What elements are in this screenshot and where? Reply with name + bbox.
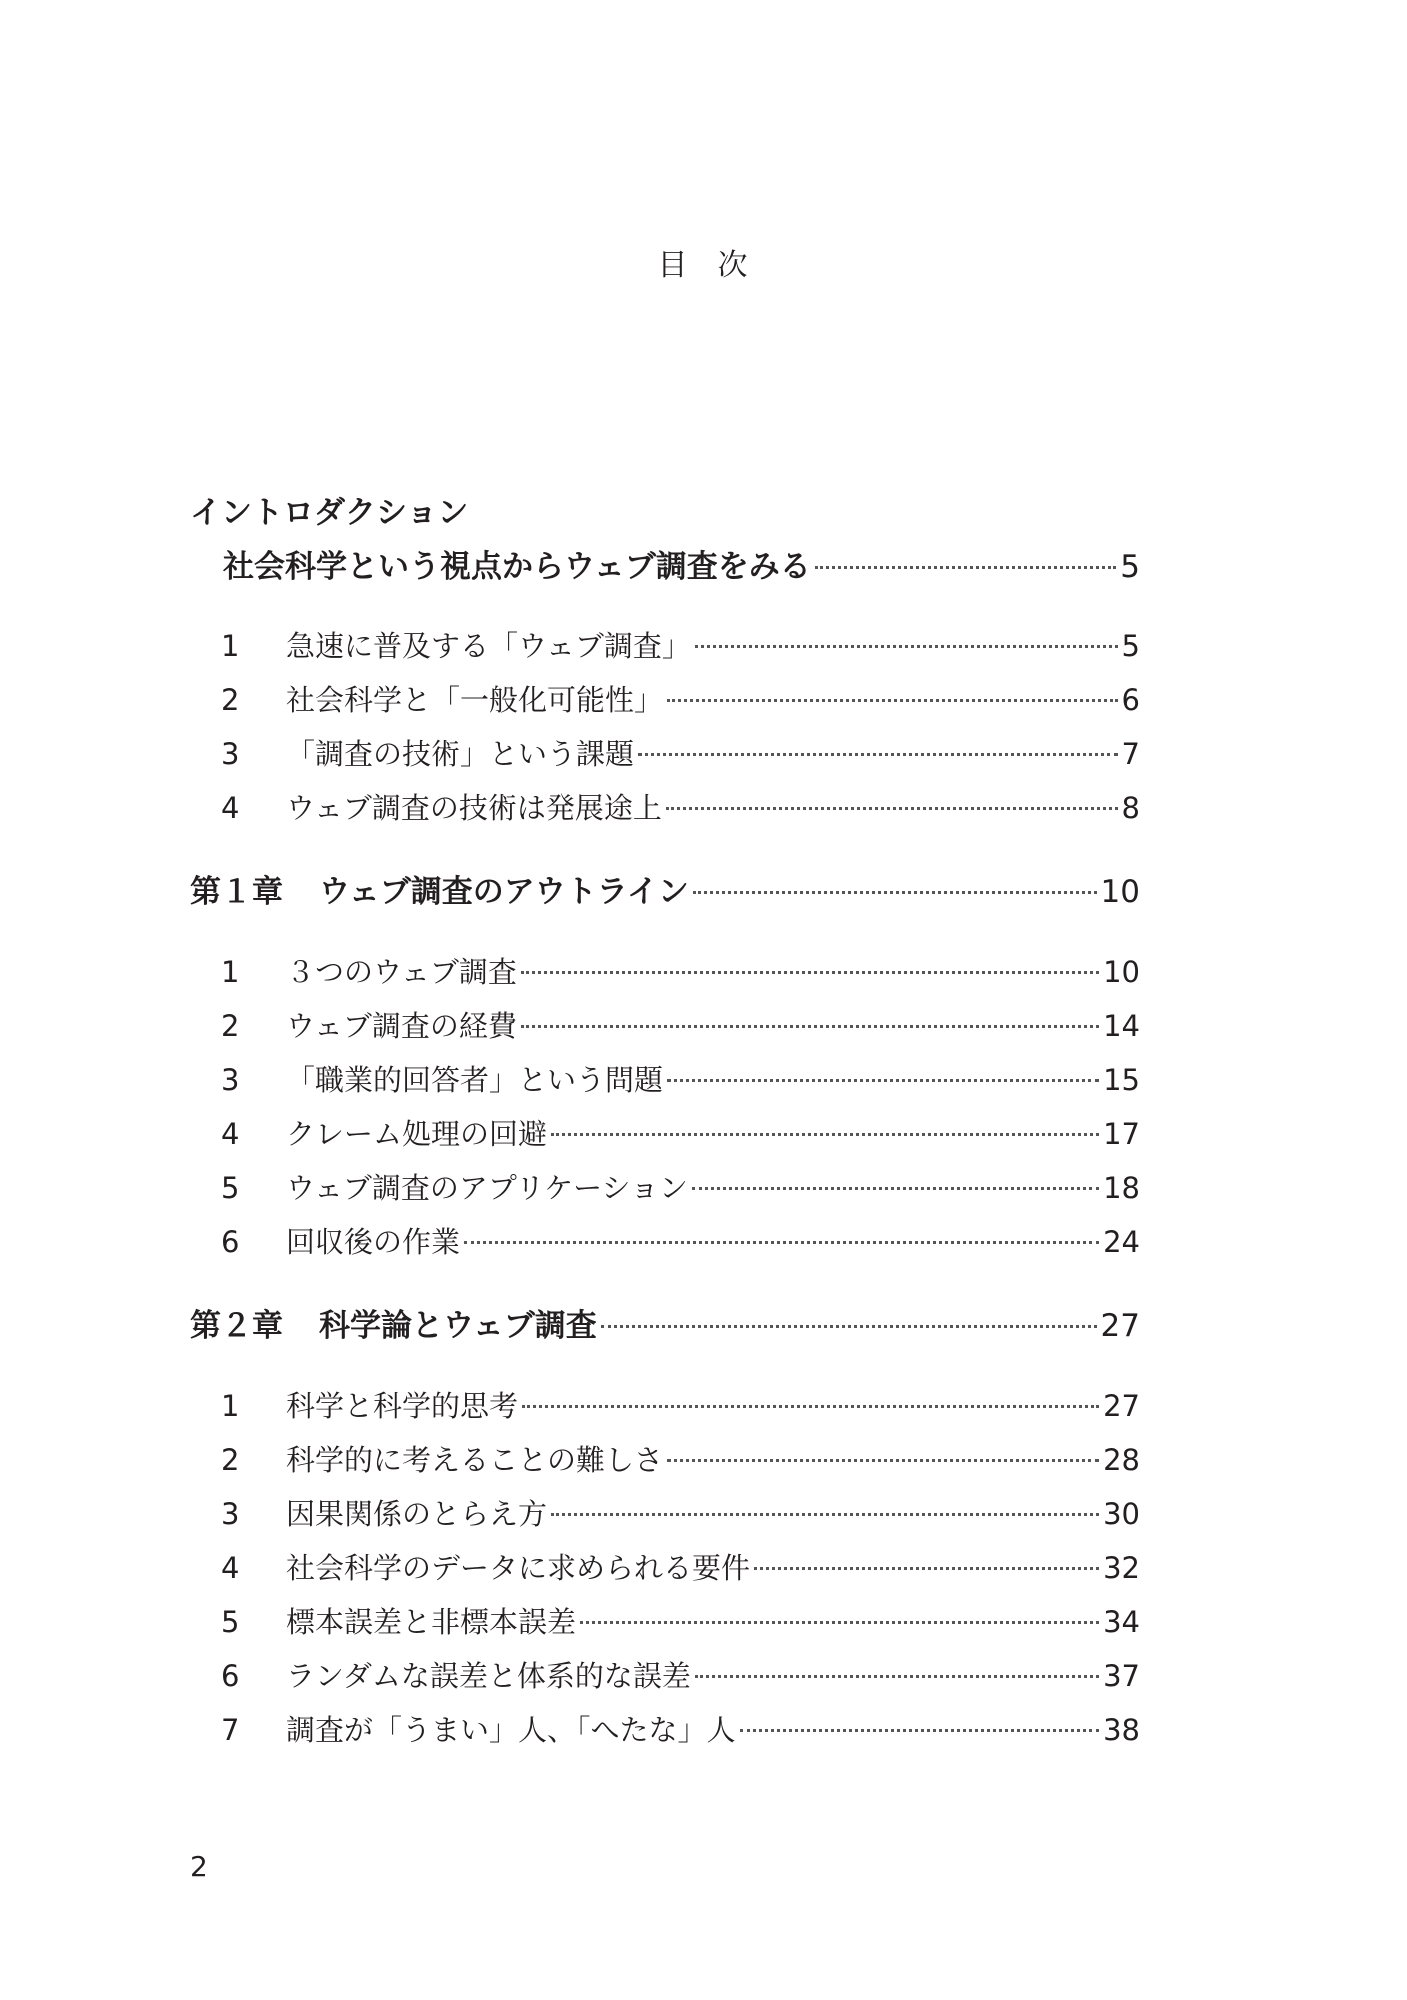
section-number: 7 [221,1713,240,1747]
section-title: 社会科学と「一般化可能性」 [286,683,664,717]
section-number: 2 [221,683,240,717]
dot-leader [638,753,1118,756]
chapter-1-entry[interactable] [190,866,1140,911]
dot-leader [521,1025,1099,1028]
dot-leader [667,699,1118,702]
section-number: 1 [221,629,240,663]
section-number: 6 [221,1225,240,1259]
dot-leader [754,1567,1099,1570]
section-title: ３つのウェブ調査 [286,955,517,989]
page-number: 28 [1103,1443,1140,1477]
section-number: 6 [221,1659,240,1693]
chapter-number: 第１章 [190,874,283,910]
section-number: 4 [221,791,240,825]
section-title: 急速に普及する「ウェブ調査」 [286,629,691,663]
section-number: 4 [221,1551,240,1585]
section-title: 調査が「うまい」人、「へたな」人 [286,1713,736,1747]
page-number: 5 [1121,629,1140,663]
title-char-1: 目 [657,248,690,283]
section-title: ウェブ調査の技術は発展途上 [286,791,662,825]
page-number: 7 [1121,737,1140,771]
section-title: 科学と科学的思考 [286,1389,519,1423]
page-number: 34 [1103,1605,1140,1639]
toc-entry[interactable] [190,1220,1140,1261]
dot-leader [580,1621,1099,1624]
page-number: 15 [1103,1063,1140,1097]
toc-entry[interactable] [190,786,1140,827]
page-number: 6 [1121,683,1140,717]
section-title: 「調査の技術」という課題 [286,737,635,771]
toc-entry[interactable] [190,624,1140,665]
section-number: 3 [221,1497,240,1531]
dot-leader [667,1079,1099,1082]
section-number: 5 [221,1605,240,1639]
section-title: 「職業的回答者」という問題 [286,1063,664,1097]
section-number: 3 [221,737,240,771]
dot-leader [693,891,1097,894]
toc-entry[interactable] [190,1058,1140,1099]
section-title: ウェブ調査の経費 [286,1009,517,1043]
section-number: 1 [221,955,240,989]
dot-leader [740,1729,1100,1732]
dot-leader [551,1133,1099,1136]
introduction-subtitle: 社会科学という視点からウェブ調査をみる [223,549,811,585]
dot-leader [521,971,1099,974]
page-number: 10 [1100,874,1140,910]
page-number: 32 [1103,1551,1140,1585]
toc-entry[interactable] [190,1384,1140,1425]
section-number: 2 [221,1009,240,1043]
toc-entry[interactable] [190,1600,1140,1641]
introduction-heading: イントロダクション [190,495,469,531]
page-number: 10 [1103,955,1140,989]
introduction-subtitle-entry[interactable] [190,541,1140,586]
toc-entry[interactable] [190,1546,1140,1587]
page-number: 24 [1103,1225,1140,1259]
dot-leader [666,807,1118,810]
dot-leader [667,1459,1099,1462]
chapter-title: 科学論とウェブ調査 [319,1308,597,1344]
page-number: 5 [1120,549,1140,585]
page-number: 14 [1103,1009,1140,1043]
section-title: 科学的に考えることの難しさ [286,1443,664,1477]
section-number: 4 [221,1117,240,1151]
section-title: ウェブ調査のアプリケーション [286,1171,688,1205]
section-number: 2 [221,1443,240,1477]
page-number: 38 [1103,1713,1140,1747]
section-title: クレーム処理の回避 [286,1117,548,1151]
dot-leader [464,1241,1099,1244]
toc-entry[interactable] [190,1492,1140,1533]
dot-leader [522,1405,1099,1408]
toc-entry[interactable] [190,1438,1140,1479]
section-title: 回収後の作業 [286,1225,461,1259]
section-number: 1 [221,1389,240,1423]
page-number: 27 [1103,1389,1140,1423]
section-title: ランダムな誤差と体系的な誤差 [286,1659,691,1693]
toc-entry[interactable] [190,1112,1140,1153]
page-number: 18 [1103,1171,1140,1205]
toc-entry[interactable] [190,1708,1140,1749]
section-number: 3 [221,1063,240,1097]
dot-leader [815,566,1117,569]
chapter-2-entry[interactable] [190,1300,1140,1345]
folio-page-number: 2 [190,1850,208,1883]
page-number: 37 [1103,1659,1140,1693]
page-number: 17 [1103,1117,1140,1151]
toc-entry[interactable] [190,1166,1140,1207]
page-number: 8 [1121,791,1140,825]
page-number: 30 [1103,1497,1140,1531]
page-number: 27 [1100,1308,1140,1344]
section-title: 因果関係のとらえ方 [286,1497,548,1531]
section-title: 社会科学のデータに求められる要件 [286,1551,751,1585]
toc-entry[interactable] [190,1004,1140,1045]
toc-entry[interactable] [190,732,1140,773]
dot-leader [601,1325,1097,1328]
toc-entry[interactable] [190,1654,1140,1695]
toc-entry[interactable] [190,678,1140,719]
chapter-title: ウェブ調査のアウトライン [319,874,689,910]
dot-leader [695,1675,1099,1678]
dot-leader [551,1513,1099,1516]
toc-entry[interactable] [190,950,1140,991]
title-char-2: 次 [717,248,750,283]
section-title: 標本誤差と非標本誤差 [286,1605,577,1639]
dot-leader [695,645,1118,648]
table-of-contents [190,0,1140,2000]
dot-leader [692,1187,1099,1190]
section-number: 5 [221,1171,240,1205]
chapter-number: 第２章 [190,1308,283,1344]
